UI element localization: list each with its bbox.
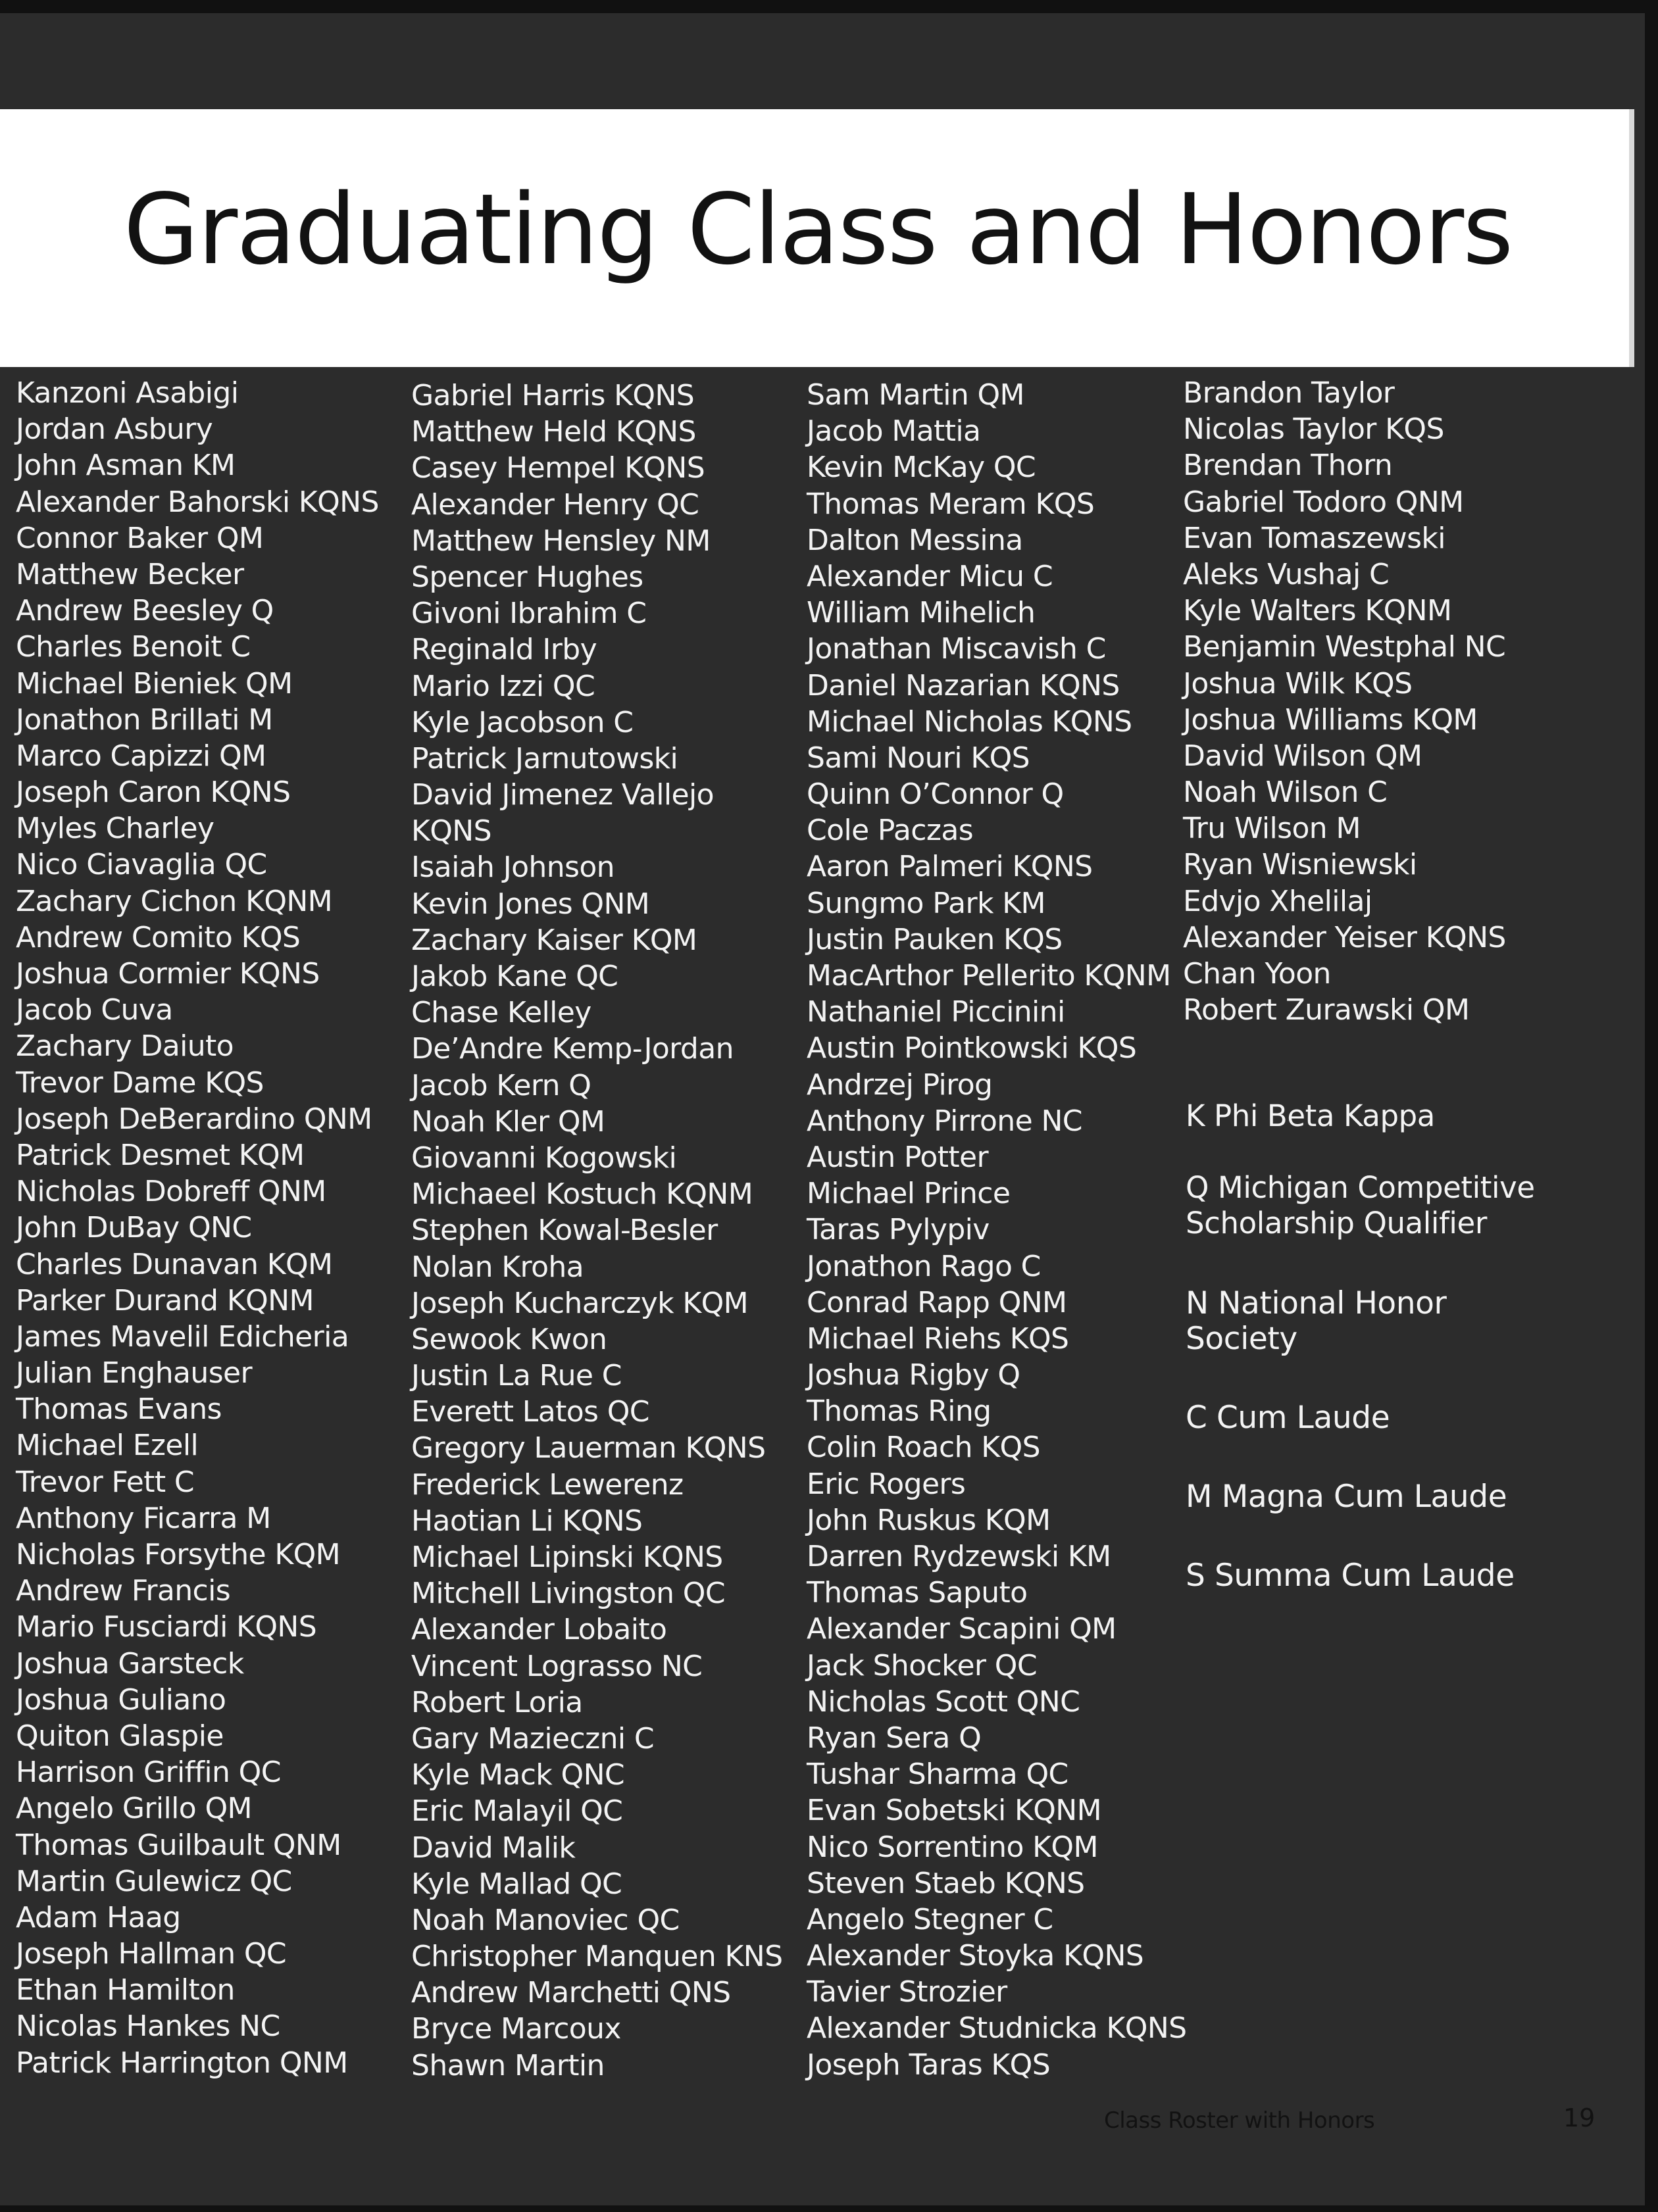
- graduate-name: Kyle Walters KQNM: [1183, 594, 1452, 628]
- graduate-name: Michael Lipinski KQNS: [411, 1540, 723, 1574]
- graduate-name: Nico Ciavaglia QC: [16, 848, 267, 882]
- legend-q-line-2: Scholarship Qualifier: [1186, 1206, 1487, 1241]
- graduate-name: Alexander Studnicka KQNS: [807, 2011, 1187, 2046]
- graduate-name: Sam Martin QM: [807, 378, 1024, 412]
- graduate-name: Steven Staeb KQNS: [807, 1866, 1085, 1900]
- graduate-name: Benjamin Westphal NC: [1183, 630, 1506, 664]
- graduate-name: Mario Fusciardi KQNS: [16, 1610, 317, 1644]
- graduate-name: Chase Kelley: [411, 996, 591, 1030]
- footer-section-label: Class Roster with Honors: [1104, 2107, 1375, 2134]
- graduate-name: Mitchell Livingston QC: [411, 1577, 725, 1611]
- graduate-name: Jonathan Miscavish C: [807, 632, 1106, 666]
- roster-column-4: [1183, 375, 1506, 1028]
- graduate-name: Givoni Ibrahim C: [411, 597, 647, 631]
- graduate-name: Eric Malayil QC: [411, 1794, 623, 1829]
- page-number: 19: [1563, 2103, 1595, 2132]
- graduate-name: Michael Ezell: [16, 1429, 199, 1463]
- graduate-name: Evan Sobetski KQNM: [807, 1794, 1101, 1828]
- legend-q-line-1: Q Michigan Competitive: [1186, 1170, 1535, 1205]
- graduate-name: Mario Izzi QC: [411, 669, 595, 703]
- graduate-name: Alexander Yeiser KQNS: [1183, 920, 1506, 954]
- graduate-name: Zachary Kaiser KQM: [411, 923, 697, 957]
- legend-magna-cum-laude: M Magna Cum Laude: [1186, 1479, 1507, 1515]
- graduate-name: Darren Rydzewski KM: [807, 1540, 1111, 1573]
- graduate-name: Tushar Sharma QC: [807, 1757, 1068, 1792]
- graduate-name: Joshua Garsteck: [16, 1646, 244, 1681]
- graduate-name: Michael Bieniek QM: [16, 666, 293, 700]
- graduate-name: Giovanni Kogowski: [411, 1141, 677, 1175]
- graduate-name: Charles Benoit C: [16, 630, 251, 664]
- graduate-name: Jacob Cuva: [16, 993, 173, 1027]
- graduate-name: Alexander Micu C: [807, 559, 1053, 593]
- graduate-name: Chan Yoon: [1183, 957, 1331, 991]
- graduate-name: Justin La Rue C: [411, 1359, 622, 1393]
- graduate-name: Thomas Saputo: [807, 1576, 1028, 1610]
- graduate-name: Michael Prince: [807, 1177, 1011, 1211]
- graduate-name: Alexander Stoyka KQNS: [807, 1939, 1144, 1973]
- graduate-name: Austin Pointkowski KQS: [807, 1031, 1137, 1066]
- graduate-name: Christopher Manquen KNS: [411, 1940, 783, 1974]
- graduate-name: Daniel Nazarian KQNS: [807, 668, 1120, 702]
- graduate-name: Aaron Palmeri KQNS: [807, 850, 1093, 884]
- graduate-name: Parker Durand KQNM: [16, 1283, 314, 1317]
- graduate-name: Sewook Kwon: [411, 1322, 607, 1356]
- graduate-name: Anthony Ficarra M: [16, 1501, 271, 1535]
- graduate-name: Zachary Cichon KQNM: [16, 884, 333, 918]
- graduate-name: Taras Pylypiv: [807, 1213, 990, 1247]
- graduate-name: Ryan Sera Q: [807, 1721, 982, 1755]
- graduate-name: Angelo Stegner C: [807, 1902, 1053, 1936]
- graduate-name: Thomas Guilbault QNM: [16, 1828, 341, 1862]
- honors-legend: [1186, 1098, 1554, 1594]
- graduate-name: James Mavelil Edicheria: [16, 1319, 349, 1354]
- legend-cum-laude: C Cum Laude: [1186, 1400, 1390, 1436]
- legend-summa-cum-laude: S Summa Cum Laude: [1186, 1558, 1515, 1594]
- graduate-name: Alexander Henry QC: [411, 487, 699, 522]
- graduate-name: Alexander Bahorski KQNS: [16, 485, 379, 519]
- graduate-name: Stephen Kowal-Besler: [411, 1214, 718, 1248]
- graduate-name: Nolan Kroha: [411, 1250, 584, 1284]
- graduate-name: Brendan Thorn: [1183, 449, 1393, 483]
- graduate-name: Austin Potter: [807, 1140, 989, 1174]
- graduate-name: Isaiah Johnson: [411, 850, 615, 885]
- graduate-name: Sungmo Park KM: [807, 886, 1045, 920]
- graduate-name: Quinn O’Connor Q: [807, 777, 1064, 812]
- graduate-name: Joshua Williams KQM: [1183, 702, 1478, 737]
- graduate-name: Jakob Kane QC: [411, 960, 618, 993]
- graduate-name: Andrew Comito KQS: [16, 920, 301, 954]
- graduate-name: David Wilson QM: [1183, 739, 1422, 773]
- graduate-name: Noah Manoviec QC: [411, 1903, 680, 1937]
- graduate-name: Joshua Wilk KQS: [1183, 666, 1413, 700]
- graduate-name: Aleks Vushaj C: [1183, 557, 1390, 591]
- graduate-name: Tru Wilson M: [1183, 812, 1361, 846]
- legend-phi-beta-kappa: K Phi Beta Kappa: [1186, 1098, 1435, 1133]
- graduate-name: David Malik: [411, 1831, 576, 1865]
- graduate-name: Eric Rogers: [807, 1467, 966, 1501]
- graduate-name: Andrew Marchetti QNS: [411, 1976, 731, 2010]
- graduate-name: Patrick Jarnutowski: [411, 741, 678, 775]
- graduate-name: Kevin Jones QNM: [411, 887, 650, 921]
- graduate-name: Nicolas Hankes NC: [16, 2009, 280, 2044]
- graduate-name: Noah Kler QM: [411, 1104, 605, 1139]
- graduate-name: Spencer Hughes: [411, 560, 643, 594]
- graduate-name: Robert Loria: [411, 1685, 583, 1719]
- graduate-name: Alexander Lobaito: [411, 1613, 667, 1647]
- graduate-name: Joseph Taras KQS: [807, 2048, 1051, 2082]
- graduate-name: John DuBay QNC: [16, 1211, 252, 1245]
- page-title: Graduating Class and Honors: [123, 173, 1513, 286]
- graduate-name: Vincent Lograsso NC: [411, 1649, 703, 1683]
- graduate-name: David Jimenez Vallejo: [411, 778, 714, 812]
- graduate-name: Jordan Asbury: [16, 412, 213, 447]
- graduate-name: Anthony Pirrone NC: [807, 1104, 1082, 1138]
- graduate-name: Dalton Messina: [807, 523, 1023, 557]
- graduate-name: Trevor Dame KQS: [16, 1066, 264, 1100]
- legend-michigan-competitive: [1186, 1170, 1554, 1241]
- graduate-name: Thomas Meram KQS: [807, 487, 1095, 521]
- graduate-name: Michael Riehs KQS: [807, 1321, 1069, 1356]
- graduate-name: Kyle Jacobson C: [411, 705, 634, 739]
- graduate-name: John Ruskus KQM: [807, 1503, 1051, 1537]
- graduate-name: Angelo Grillo QM: [16, 1792, 252, 1826]
- graduate-name: Andrzej Pirog: [807, 1068, 993, 1102]
- graduate-name: Brandon Taylor: [1183, 376, 1395, 410]
- graduate-name: Julian Enghauser: [16, 1356, 252, 1390]
- graduate-name: Connor Baker QM: [16, 521, 264, 555]
- graduate-name: Myles Charley: [16, 812, 214, 846]
- graduate-name: Kyle Mallad QC: [411, 1867, 622, 1901]
- title-banner: [0, 109, 1634, 367]
- graduate-name: Joseph DeBerardino QNM: [16, 1102, 372, 1136]
- graduate-name: Robert Zurawski QM: [1183, 993, 1470, 1027]
- graduate-name: Nicholas Dobreff QNM: [16, 1175, 326, 1209]
- graduate-name: Shawn Martin: [411, 2048, 605, 2082]
- graduate-name: Gary Mazieczni C: [411, 1721, 654, 1756]
- graduate-name: De’Andre Kemp-Jordan: [411, 1032, 734, 1066]
- graduate-name: Andrew Beesley Q: [16, 594, 274, 628]
- graduate-name: Sami Nouri KQS: [807, 741, 1030, 775]
- graduate-name: Joseph Hallman QC: [16, 1937, 287, 1971]
- graduate-name: Kyle Mack QNC: [411, 1758, 625, 1792]
- graduate-name: Jonathon Brillati M: [16, 702, 273, 737]
- graduate-name: Justin Pauken KQS: [807, 922, 1063, 956]
- graduate-name: Trevor Fett C: [16, 1465, 195, 1499]
- graduate-name: Evan Tomaszewski: [1183, 521, 1445, 555]
- graduate-name: Matthew Hensley NM: [411, 524, 711, 558]
- graduate-name: Nico Sorrentino KQM: [807, 1830, 1098, 1864]
- graduate-name: Adam Haag: [16, 1900, 181, 1934]
- graduate-name: Thomas Ring: [807, 1394, 992, 1429]
- graduate-name: Harrison Griffin QC: [16, 1756, 281, 1790]
- graduate-name: Michael Nicholas KQNS: [807, 704, 1132, 739]
- graduate-name: Marco Capizzi QM: [16, 739, 266, 773]
- graduate-name: Kanzoni Asabigi: [16, 376, 239, 410]
- graduate-name: Andrew Francis: [16, 1574, 231, 1608]
- graduate-name: Patrick Desmet KQM: [16, 1138, 305, 1172]
- graduate-name: Charles Dunavan KQM: [16, 1247, 333, 1281]
- graduate-name: Michaeel Kostuch KQNM: [411, 1177, 753, 1212]
- graduate-name: Quiton Glaspie: [16, 1719, 224, 1753]
- graduate-name: Gabriel Harris KQNS: [411, 379, 695, 412]
- graduate-name: Frederick Lewerenz: [411, 1467, 684, 1502]
- graduate-name: Nicolas Taylor KQS: [1183, 412, 1444, 447]
- graduate-name: John Asman KM: [16, 449, 236, 483]
- graduate-name: Joshua Guliano: [16, 1683, 226, 1717]
- graduate-name: Patrick Harrington QNM: [16, 2046, 348, 2080]
- graduate-name: Haotian Li KQNS: [411, 1504, 643, 1538]
- graduate-name: Nicholas Forsythe KQM: [16, 1538, 340, 1571]
- graduate-name: Alexander Scapini QM: [807, 1612, 1117, 1646]
- graduate-name: Edvjo Xhelilaj: [1183, 884, 1372, 918]
- graduate-name: Joshua Rigby Q: [807, 1358, 1020, 1392]
- graduate-name: Joseph Kucharczyk KQM: [411, 1286, 749, 1320]
- graduate-name: Gregory Lauerman KQNS: [411, 1431, 766, 1465]
- graduate-name: Everett Latos QC: [411, 1395, 649, 1429]
- graduate-name: Nathaniel Piccinini: [807, 995, 1065, 1029]
- roster-column-3: [807, 377, 1186, 2083]
- graduate-name: William Mihelich: [807, 596, 1036, 630]
- graduate-name: Thomas Evans: [16, 1392, 222, 1427]
- graduate-name: Ethan Hamilton: [16, 1973, 235, 2007]
- graduate-name: Tavier Strozier: [807, 1975, 1007, 2009]
- graduate-name: Jacob Mattia: [807, 414, 981, 449]
- graduate-name: Zachary Daiuto: [16, 1029, 234, 1064]
- graduate-name: Martin Gulewicz QC: [16, 1864, 292, 1898]
- roster-column-2: [411, 378, 782, 2084]
- graduate-name: Joseph Caron KQNS: [16, 775, 291, 810]
- graduate-name: Colin Roach KQS: [807, 1431, 1040, 1465]
- graduate-name: Jacob Kern Q: [411, 1068, 591, 1102]
- graduate-name: Joshua Cormier KQNS: [16, 957, 320, 991]
- roster-column-1: [16, 375, 379, 2081]
- graduate-name: MacArthor Pellerito KQNM: [807, 959, 1171, 993]
- graduate-name: Matthew Becker: [16, 557, 244, 591]
- legend-national-honor-society: N National Honor Society: [1186, 1285, 1447, 1357]
- graduate-name: Jack Shocker QC: [807, 1648, 1037, 1683]
- graduate-name: Bryce Marcoux: [411, 2012, 621, 2046]
- graduate-name: Cole Paczas: [807, 814, 974, 848]
- graduate-name: Casey Hempel KQNS: [411, 451, 705, 485]
- graduate-name: Conrad Rapp QNM: [807, 1285, 1067, 1319]
- graduate-name: Reginald Irby: [411, 633, 597, 667]
- graduate-name: Kevin McKay QC: [807, 451, 1036, 485]
- graduate-name: Ryan Wisniewski: [1183, 848, 1417, 882]
- graduate-name: Matthew Held KQNS: [411, 415, 696, 449]
- graduate-name: Gabriel Todoro QNM: [1183, 485, 1464, 519]
- graduate-name: Nicholas Scott QNC: [807, 1684, 1080, 1719]
- graduate-name: KQNS: [411, 814, 491, 848]
- graduate-name: Noah Wilson C: [1183, 775, 1388, 810]
- graduate-name: Jonathon Rago C: [807, 1249, 1041, 1283]
